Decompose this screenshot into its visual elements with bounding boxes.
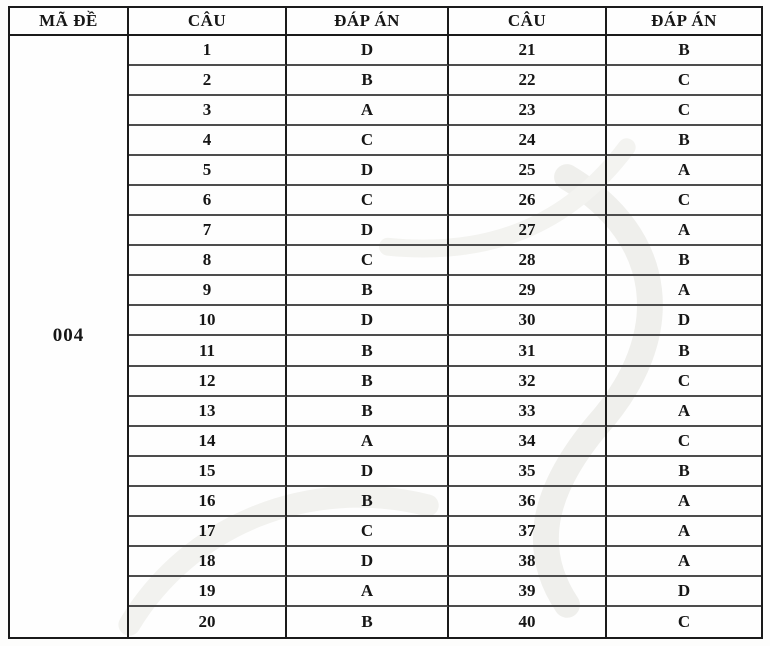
answer-value: B — [287, 487, 449, 517]
question-number: 1 — [129, 36, 287, 66]
answer-value: C — [287, 126, 449, 156]
question-number: 5 — [129, 156, 287, 186]
question-number: 13 — [129, 397, 287, 427]
question-number: 9 — [129, 276, 287, 306]
answer-key-table — [8, 6, 763, 639]
question-number: 33 — [449, 397, 607, 427]
answer-value: D — [287, 457, 449, 487]
answer-value: C — [287, 246, 449, 276]
header-answer-1: ĐÁP ÁN — [287, 8, 449, 36]
question-number: 22 — [449, 66, 607, 96]
question-number: 37 — [449, 517, 607, 547]
question-number: 19 — [129, 577, 287, 607]
answer-value: B — [287, 276, 449, 306]
answer-value: B — [287, 66, 449, 96]
question-number: 25 — [449, 156, 607, 186]
question-number: 29 — [449, 276, 607, 306]
question-number: 39 — [449, 577, 607, 607]
answer-value: A — [607, 397, 761, 427]
answer-value: B — [287, 336, 449, 366]
answer-value: D — [607, 577, 761, 607]
question-number: 21 — [449, 36, 607, 66]
question-number: 23 — [449, 96, 607, 126]
answer-value: C — [607, 427, 761, 457]
answer-value: C — [607, 186, 761, 216]
answer-value: C — [607, 96, 761, 126]
header-answer-2: ĐÁP ÁN — [607, 8, 761, 36]
answer-value: B — [607, 246, 761, 276]
header-exam-code: MÃ ĐỀ — [10, 8, 129, 36]
question-number: 6 — [129, 186, 287, 216]
question-number: 12 — [129, 367, 287, 397]
question-number: 16 — [129, 487, 287, 517]
question-number: 2 — [129, 66, 287, 96]
answer-value: D — [287, 306, 449, 336]
question-number: 8 — [129, 246, 287, 276]
answer-value: A — [607, 487, 761, 517]
question-number: 36 — [449, 487, 607, 517]
answer-value: B — [607, 336, 761, 366]
question-number: 34 — [449, 427, 607, 457]
question-number: 27 — [449, 216, 607, 246]
question-number: 38 — [449, 547, 607, 577]
question-number: 28 — [449, 246, 607, 276]
answer-value: A — [607, 517, 761, 547]
question-number: 30 — [449, 306, 607, 336]
question-number: 24 — [449, 126, 607, 156]
answer-value: B — [287, 607, 449, 637]
answer-grid — [10, 8, 761, 637]
question-number: 15 — [129, 457, 287, 487]
answer-value: B — [607, 457, 761, 487]
question-number: 10 — [129, 306, 287, 336]
question-number: 11 — [129, 336, 287, 366]
answer-value: A — [287, 577, 449, 607]
answer-value: C — [607, 367, 761, 397]
answer-value: A — [287, 96, 449, 126]
header-question-1: CÂU — [129, 8, 287, 36]
answer-value: A — [607, 276, 761, 306]
answer-value: D — [607, 306, 761, 336]
answer-value: A — [287, 427, 449, 457]
answer-value: C — [607, 66, 761, 96]
answer-value: D — [287, 547, 449, 577]
question-number: 4 — [129, 126, 287, 156]
answer-value: A — [607, 156, 761, 186]
answer-value: A — [607, 547, 761, 577]
answer-value: C — [677, 611, 691, 631]
answer-value: D — [287, 156, 449, 186]
question-number: 17 — [129, 517, 287, 547]
question-number: 35 — [449, 457, 607, 487]
question-number: 14 — [129, 427, 287, 457]
question-number: 26 — [449, 186, 607, 216]
header-question-2: CÂU — [449, 8, 607, 36]
answer-value: B — [287, 397, 449, 427]
question-number: 20 — [129, 607, 287, 637]
question-number: 3 — [129, 96, 287, 126]
answer-value: D — [287, 216, 449, 246]
answer-value: A — [607, 216, 761, 246]
answer-value: C — [287, 186, 449, 216]
answer-value: B — [287, 367, 449, 397]
answer-value: B — [607, 126, 761, 156]
answer-value: B — [607, 36, 761, 66]
answer-value: C — [287, 517, 449, 547]
question-number: 31 — [449, 336, 607, 366]
question-number: 40 — [449, 607, 607, 637]
question-number: 7 — [129, 216, 287, 246]
answer-value: D — [287, 36, 449, 66]
question-number: 32 — [449, 367, 607, 397]
question-number: 18 — [129, 547, 287, 577]
exam-code-value: 004 — [10, 36, 129, 637]
